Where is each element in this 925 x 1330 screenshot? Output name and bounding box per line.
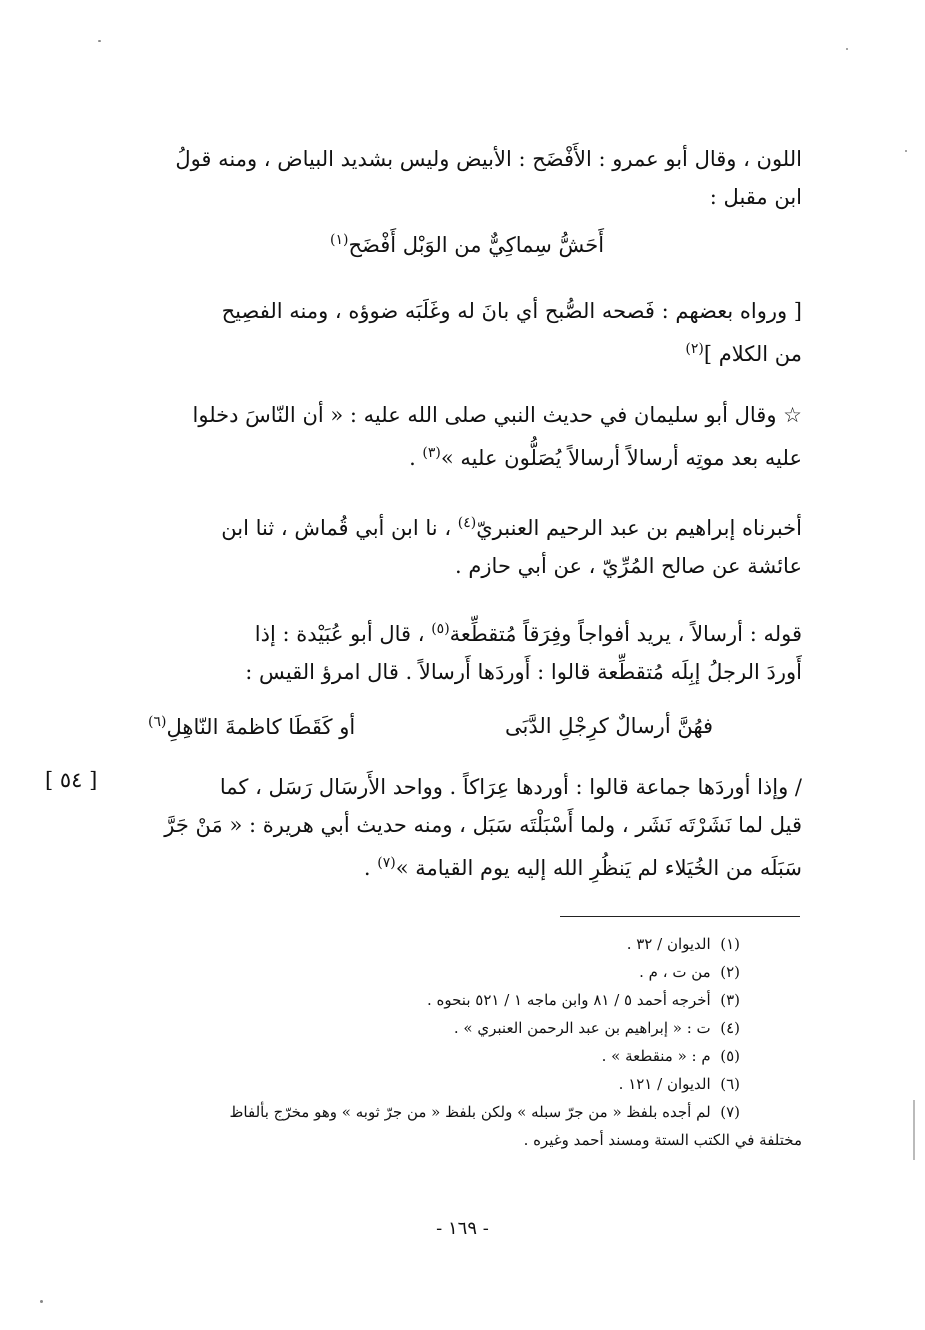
footnote-marker: (٣) bbox=[422, 445, 441, 461]
footnote-marker: (٦) bbox=[148, 714, 167, 730]
footnote-3 bbox=[110, 986, 802, 1014]
text-line: قيل لما نَشَرْتَه نَشَر ، ولما أَسْبَلْتَه سَبَل ، ومنه حديث أبي هريرة : « مَنْ جَرَّ bbox=[164, 813, 802, 837]
footnote-marker: (٤) bbox=[457, 515, 477, 531]
margin-page-reference: [ ٥٤ ] bbox=[45, 768, 98, 792]
footnote-text: م : « منقطعة » . bbox=[601, 1047, 711, 1065]
footnote-text: من ت ، م . bbox=[639, 963, 711, 981]
verse-text: أو كَقَطَا كاظمةَ النّاهِلِ bbox=[166, 715, 356, 739]
text-segment: . bbox=[409, 446, 423, 470]
footnote-text: ت : « إبراهيم بن عبد الرحمن العنبري » . bbox=[453, 1019, 711, 1037]
paragraph-afdah bbox=[110, 140, 802, 216]
scan-speck bbox=[905, 150, 907, 152]
verse-text: أَحَشُّ سِماكِيٌّ من الوَبْل أَفْضَح bbox=[348, 233, 605, 257]
paragraph-isnad bbox=[110, 504, 802, 585]
page-number: - ١٦٩ - bbox=[436, 1218, 489, 1239]
footnote-7-continuation: مختلفة في الكتب الستة ومسند أحمد وغيره . bbox=[523, 1131, 802, 1149]
text-line: اللون ، وقال أبو عمرو : الأَفْضَح : الأبيض وليس بشديد البياض ، ومنه قولُ bbox=[175, 147, 802, 171]
text-line: / وإذا أوردَها جماعة قالوا : أوردها عِرَاكاً . وواحد الأَرسَال رَسَل ، كما bbox=[219, 775, 802, 799]
scan-speck bbox=[846, 48, 848, 50]
text-segment: ، قال أبو عُبَيْدة : إذا bbox=[254, 622, 432, 646]
text-line: عائشة عن صالح المُرِّيّ ، عن أبي حازم . bbox=[455, 554, 802, 578]
footnote-number: (٧) bbox=[720, 1103, 740, 1121]
paragraph-irak bbox=[110, 768, 802, 887]
footnote-number: (٣) bbox=[720, 991, 740, 1009]
footnote-text: الديوان / ٣٢ . bbox=[626, 935, 711, 953]
footnote-marker: (٥) bbox=[431, 621, 450, 637]
text-line: ابن مقبل : bbox=[709, 185, 802, 209]
text-segment: من الكلام ] bbox=[703, 342, 802, 366]
scan-speck bbox=[40, 1300, 43, 1303]
footnote-number: (١) bbox=[720, 935, 740, 953]
scan-speck bbox=[98, 40, 101, 42]
footnote-text: لم أجده بلفظ « من جرّ سبله » ولكن بلفظ « من جرّ ثوبه » وهو مخرّج بألفاظ bbox=[229, 1103, 711, 1121]
footnote-marker: (١) bbox=[330, 232, 349, 248]
footnote-2 bbox=[110, 958, 802, 986]
text-segment: . bbox=[363, 856, 378, 880]
footnote-1 bbox=[110, 930, 802, 958]
text-line: ☆ وقال أبو سليمان في حديث النبي صلى الله عليه : « أن النّاسَ دخلوا bbox=[192, 403, 802, 427]
footnote-separator bbox=[560, 916, 800, 917]
footnote-text: الديوان / ١٢١ . bbox=[618, 1075, 711, 1093]
footnote-number: (٥) bbox=[720, 1047, 740, 1065]
text-segment: عليه بعد موتِه أرسالاً أرسالاً يُصَلُّون عليه » bbox=[440, 446, 802, 470]
text-line bbox=[110, 434, 802, 477]
footnote-number: (٦) bbox=[720, 1075, 740, 1093]
text-segment: ، نا ابن أبي قُماش ، ثنا ابن bbox=[221, 516, 458, 540]
scan-edge-mark bbox=[913, 1100, 915, 1160]
text-line: أَوردَ الرجلُ إبِلَه مُتقطِّعة قالوا : أَوردَها أَرسالاً . قال امرؤ القيس : bbox=[245, 660, 802, 684]
footnote-7 bbox=[110, 1098, 802, 1126]
text-line bbox=[110, 844, 802, 887]
footnote-number: (٢) bbox=[720, 963, 740, 981]
text-segment: سَبَلَه من الخُيَلاء لم يَنظُرِ الله إليه يوم القيامة » bbox=[395, 856, 802, 880]
footnote-text: أخرجه أحمد ٥ / ٨١ وابن ماجه ١ / ٥٢١ بنحوه . bbox=[426, 991, 711, 1009]
text-line: [ ورواه بعضهم : فَصحه الصُّبح أي بانَ له وغَلَبَه ضوؤه ، ومنه الفصِيح bbox=[221, 299, 802, 323]
verse-text: فهُنَّ أرسالٌ كرِجْلِ الدَّبَى bbox=[505, 714, 714, 738]
text-line bbox=[110, 504, 802, 547]
text-line bbox=[110, 330, 802, 373]
footnotes bbox=[110, 930, 802, 1154]
text-line bbox=[110, 610, 802, 653]
text-segment: أخبرناه إبراهيم بن عبد الرحيم العنبريّ bbox=[476, 516, 802, 540]
footnote-6 bbox=[110, 1070, 802, 1098]
verse-hemistich-second bbox=[148, 714, 355, 739]
footnote-5 bbox=[110, 1042, 802, 1070]
paragraph-arsal bbox=[110, 610, 802, 691]
footnote-marker: (٢) bbox=[685, 341, 704, 357]
footnote-4 bbox=[110, 1014, 802, 1042]
paragraph-variant bbox=[110, 292, 802, 373]
footnote-marker: (٧) bbox=[377, 855, 396, 871]
verse-hemistich-first bbox=[505, 714, 713, 738]
paragraph-hadith bbox=[110, 396, 802, 477]
verse-ibn-muqbil bbox=[330, 232, 604, 257]
footnote-number: (٤) bbox=[720, 1019, 740, 1037]
text-segment: قوله : أرسالاً ، يريد أفواجاً وفِرَقاً مُتقطِّعة bbox=[449, 622, 802, 646]
